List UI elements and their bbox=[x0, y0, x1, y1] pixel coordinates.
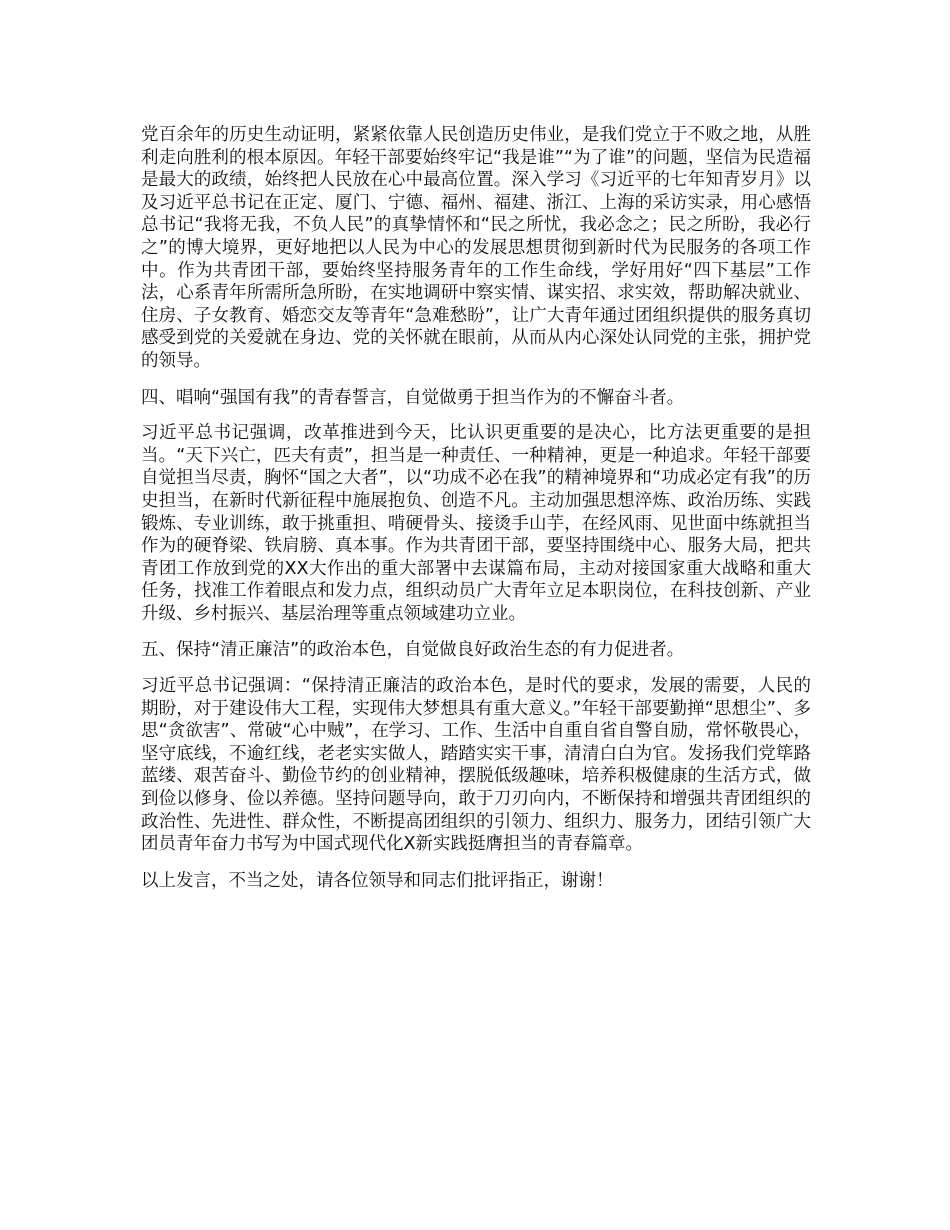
paragraph-responsibility: 习近平总书记强调，改革推进到今天，比认识更重要的是决心，比方法更重要的是担当。“天下兴亡，匹夫有责”，担当是一种责任、一种精神，更是一种追求。年轻干部要自觉担当尽责，胸怀“国之大者”，以“功成不必在我”的精神境界和“功成必定有我”的历史担当，在新时代新征程中施展抱负、创造不凡。主动加强思想淬炼、政治历练、实践锻炼、专业训练，敢于挑重担、啃硬骨头、接烫手山芋，在经风雨、见世面中练就担当作为的硬脊梁、铁肩膀、真本事。作为共青团干部，要坚持围绕中心、服务大局，把共青团工作放到党的XX大作出的重大部署中去谋篇布局，主动对接国家重大战略和重大任务，找准工作着眼点和发力点，组织动员广大青年立足本职岗位，在科技创新、产业升级、乡村振兴、基层治理等重点领域建功立业。 bbox=[141, 423, 811, 624]
document-body bbox=[141, 124, 811, 906]
paragraph-people-centered: 党百余年的历史生动证明，紧紧依靠人民创造历史伟业，是我们党立于不败之地，从胜利走向胜利的根本原因。年轻干部要始终牢记“我是谁”“为了谁”的问题，坚信为民造福是最大的政绩，始终把人民放在心中最高位置。深入学习《习近平的七年知青岁月》以及习近平总书记在正定、厦门、宁德、福州、福建、浙江、上海的采访实录，用心感悟总书记“我将无我，不负人民”的真挚情怀和“民之所忧，我必念之；民之所盼，我必行之”的博大境界，更好地把以人民为中心的发展思想贯彻到新时代为民服务的各项工作中。作为共青团干部，要始终坚持服务青年的工作生命线，学好用好“四下基层”工作法，心系青年所需所急所盼，在实地调研中察实情、谋实招、求实效，帮助解决就业、住房、子女教育、婚恋交友等青年“急难愁盼”，让广大青年通过团组织提供的服务真切感受到党的关爱就在身边、党的关怀就在眼前，从而从内心深处认同党的主张，拥护党的领导。 bbox=[141, 125, 811, 371]
paragraph-integrity: 习近平总书记强调：“保持清正廉洁的政治本色，是时代的要求，发展的需要，人民的期盼，对于建设伟大工程，实现伟大梦想具有重大意义。”年轻干部要勤掸“思想尘”、多思“贪欲害”、常破“心中贼”，在学习、工作、生活中自重自省自警自励，常怀敬畏心，坚守底线，不逾红线，老老实实做人，踏踏实实干事，清清白白为官。发扬我们党筚路蓝缕、艰苦奋斗、勤俭节约的创业精神，摆脱低级趣味，培养积极健康的生活方式，做到俭以修身、俭以养德。坚持问题导向，敢于刀刃向内，不断保持和增强共青团组织的政治性、先进性、群众性，不断提高团组织的引领力、组织力、服务力，团结引领广大团员青年奋力书写为中国式现代化X新实践挺膺担当的青春篇章。 bbox=[141, 676, 811, 855]
section-heading-four: 四、唱响“强国有我”的青春誓言，自觉做勇于担当作为的不懈奋斗者。 bbox=[141, 387, 685, 408]
section-heading-five: 五、保持“清正廉洁”的政治本色，自觉做良好政治生态的有力促进者。 bbox=[141, 640, 685, 661]
closing-remark: 以上发言，不当之处，请各位领导和同志们批评指正，谢谢！ bbox=[141, 870, 614, 891]
